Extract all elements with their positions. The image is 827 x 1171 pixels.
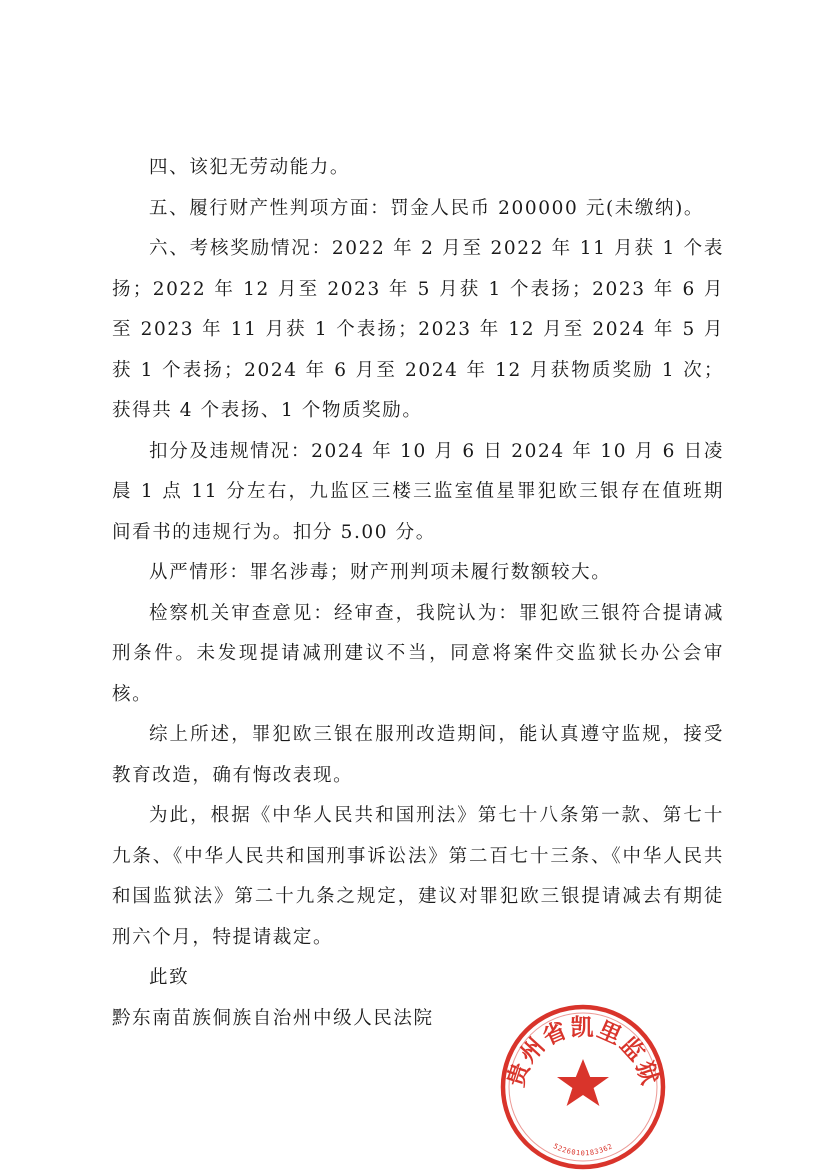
addressee: 黔东南苗族侗族自治州中级人民法院 (112, 1007, 434, 1029)
seal-name-text: 贵州省凯里监狱 (503, 1015, 663, 1091)
paragraph-property-judgment: 五、履行财产性判项方面：罚金人民币 200000 元(未缴纳)。 (149, 197, 705, 219)
paragraph-no-labor-ability: 四、该犯无劳动能力。 (149, 157, 351, 178)
paragraph-legal-basis: 为此，根据《中华人民共和国刑法》第七十八条第一款、第七十九条、《中华人民共和国刑事诉讼法》第二百七十三条、《中华人民共和国监狱法》第二十九条之规定，建议对罪犯欧三银提请减去有期徒刑六个月，特提请裁定。 (112, 805, 724, 948)
document-body (112, 148, 724, 1039)
official-seal (499, 1003, 667, 1171)
paragraph-procuratorate-opinion: 检察机关审查意见：经审查，我院认为：罪犯欧三银符合提请减刑条件。未发现提请减刑建议不当，同意将案件交监狱长办公会审核。 (112, 602, 724, 705)
paragraph-strict-circumstances: 从严情形：罪名涉毒；财产刑判项未履行数额较大。 (149, 562, 612, 583)
paragraph-salutation: 此致 (149, 967, 190, 988)
seal-star-icon (557, 1059, 609, 1106)
paragraph-rewards: 六、考核奖励情况：2022 年 2 月至 2022 年 11 月获 1 个表扬；2022 年 12 月至 2023 年 5 月获 1 个表扬；2023 年 6 月至 2023 年 11 月获 1 个表扬；2023 年 12 月至 2024 年 5 月获 1 个表扬；2024 年 6 月至 2024 年 12 月获物质奖励 1 次；获得共 4 个表扬、1 个物质奖励。 (112, 238, 724, 421)
paragraph-summary: 综上所述，罪犯欧三银在服刑改造期间，能认真遵守监规，接受教育改造，确有悔改表现。 (112, 724, 724, 786)
paragraph-violations: 扣分及违规情况：2024 年 10 月 6 日 2024 年 10 月 6 日凌晨 1 点 11 分左右，九监区三楼三监室值星罪犯欧三银存在值班期间看书的违规行为。扣分 5.00 分。 (112, 440, 724, 543)
seal-code-text: 5226010183362 (551, 1142, 615, 1158)
